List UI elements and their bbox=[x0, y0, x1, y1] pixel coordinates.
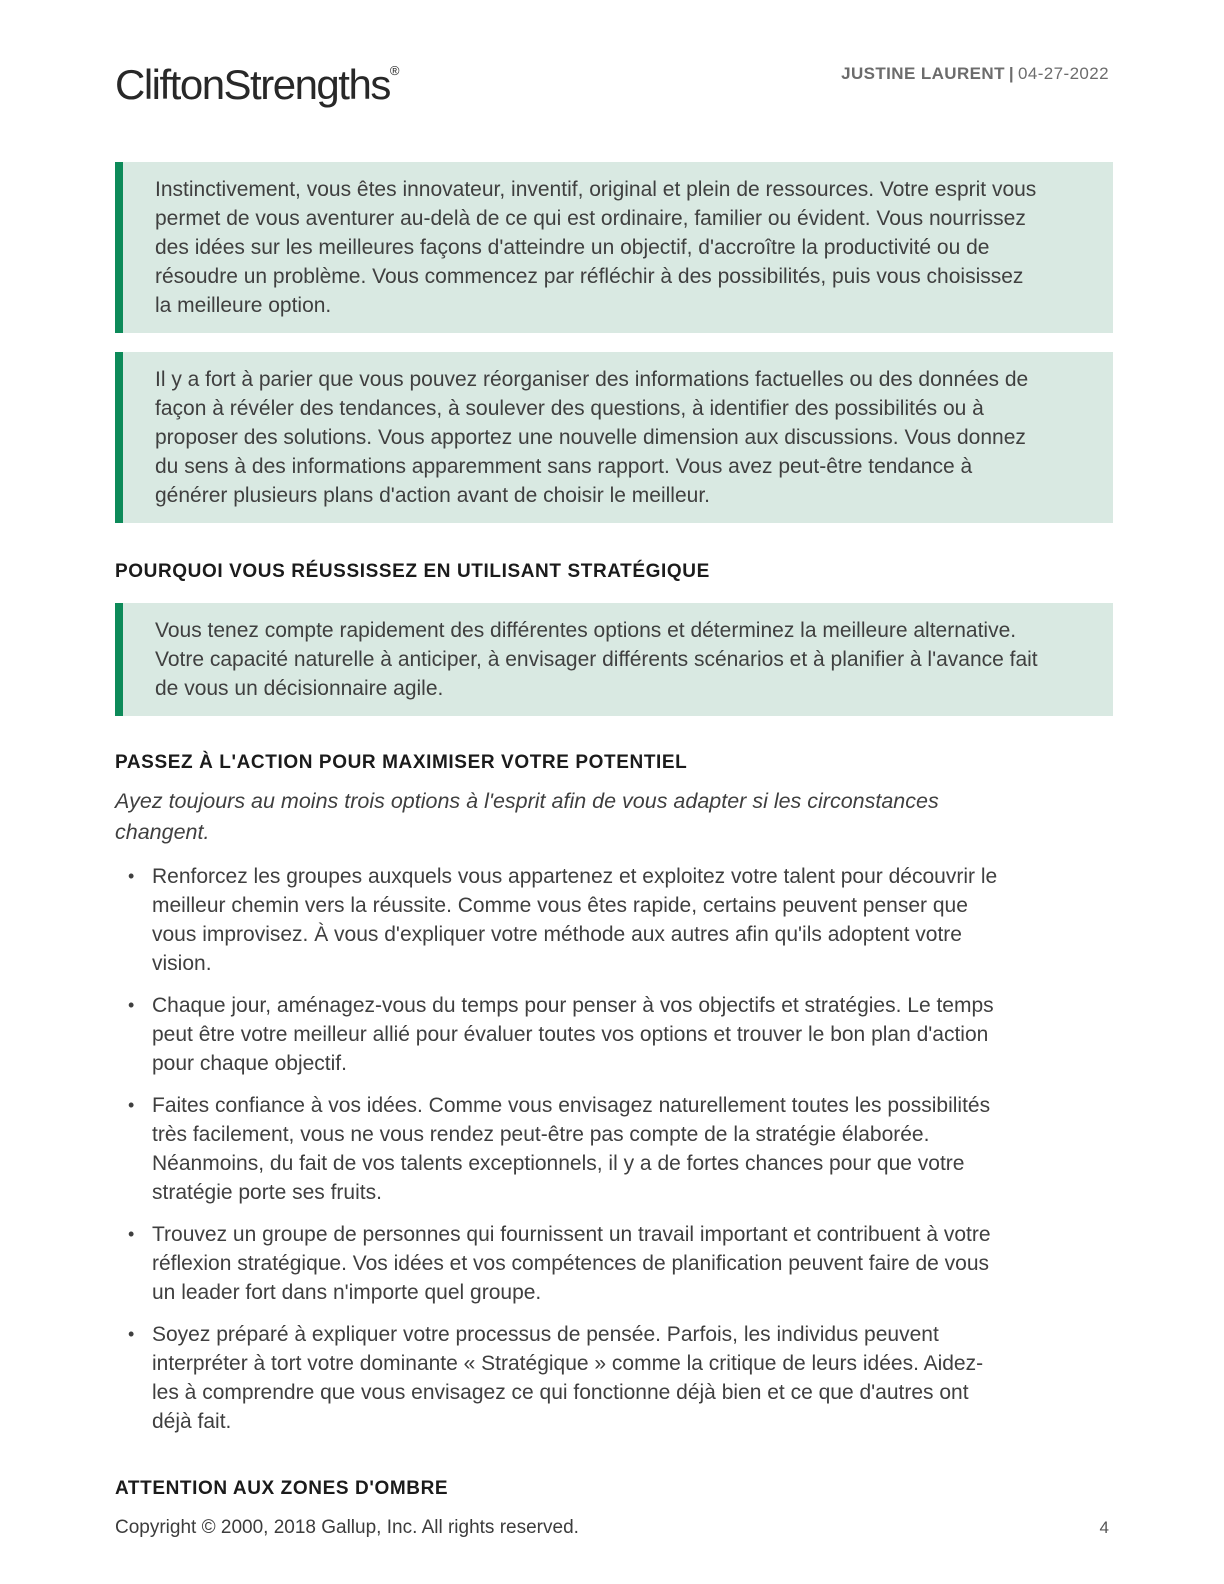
bullet-icon: • bbox=[128, 1095, 135, 1115]
bullet-icon: • bbox=[128, 1224, 135, 1244]
why-you-succeed-box bbox=[115, 603, 1113, 716]
page-footer bbox=[115, 1517, 1109, 1539]
list-item bbox=[128, 1320, 1109, 1436]
action-items-list bbox=[128, 862, 1109, 1436]
take-action-intro: Ayez toujours au moins trois options à l'esprit afin de vous adapter si les circonstances changent. bbox=[115, 789, 939, 844]
list-item bbox=[128, 1220, 1109, 1307]
action-item-text: Chaque jour, aménagez-vous du temps pour penser à vos objectifs et stratégies. Le temps peut être votre meilleur allié pour évaluer toutes vos options et trouver le bon plan d'action pour chaque objectif. bbox=[152, 994, 994, 1075]
section-heading-blind-spots: ATTENTION AUX ZONES D'OMBRE bbox=[115, 1478, 449, 1499]
strength-summary-box-1 bbox=[115, 162, 1113, 333]
logo-text: CliftonStrengths bbox=[115, 61, 390, 108]
user-name: JUSTINE LAURENT bbox=[841, 64, 1005, 83]
summary-text-1: Instinctivement, vous êtes innovateur, inventif, original et plein de ressources. Votre esprit vous permet de vous aventurer au-delà de ce qui est ordinaire, familier ou évident. Vous nourrissez des idées sur les meilleures façons d'atteindre un objectif, d'accroître la productivité ou de résoudre un problème. Vous commencez par réfléchir à des possibilités, puis vous choisissez la meilleure option. bbox=[155, 178, 1037, 317]
bullet-icon: • bbox=[128, 866, 135, 886]
summary-text-2: Il y a fort à parier que vous pouvez réorganiser des informations factuelles ou des données de façon à révéler des tendances, à soulever des questions, à identifier des possibilités ou à proposer des solutions. Vous apportez une nouvelle dimension aux discussions. Vous donnez du sens à des informations apparemment sans rapport. Vous avez peut-être tendance à générer plusieurs plans d'action avant de choisir le meilleur. bbox=[155, 368, 1029, 507]
action-item-text: Renforcez les groupes auxquels vous appartenez et exploitez votre talent pour découvrir le meilleur chemin vers la réussite. Comme vous êtes rapide, certains peuvent penser que vous improvisez. À vous d'expliquer votre méthode aux autres afin qu'ils adoptent votre vision. bbox=[152, 865, 998, 975]
list-item bbox=[128, 862, 1109, 978]
list-item bbox=[128, 991, 1109, 1078]
why-you-succeed-text: Vous tenez compte rapidement des différentes options et déterminez la meilleure alternative. Votre capacité naturelle à anticiper, à envisager différents scénarios et à planifier à l'avance fait de vous un décisionnaire agile. bbox=[155, 619, 1038, 700]
report-date: 04-27-2022 bbox=[1018, 64, 1109, 83]
section-heading-take-action: PASSEZ À L'ACTION POUR MAXIMISER VOTRE POTENTIEL bbox=[115, 752, 688, 773]
page-number: 4 bbox=[1099, 1518, 1109, 1537]
bullet-icon: • bbox=[128, 1324, 135, 1344]
meta-separator: | bbox=[1008, 64, 1015, 83]
section-heading-why-you-succeed: POURQUOI VOUS RÉUSSISSEZ EN UTILISANT STRATÉGIQUE bbox=[115, 561, 710, 582]
action-item-text: Soyez préparé à expliquer votre processus de pensée. Parfois, les individus peuvent interpréter à tort votre dominante « Stratégique » comme la critique de leurs idées. Aidez-les à comprendre que vous envisagez ce qui fonctionne déjà bien et ce que d'autres ont déjà fait. bbox=[152, 1323, 984, 1433]
action-item-text: Trouvez un groupe de personnes qui fournissent un travail important et contribuent à votre réflexion stratégique. Vos idées et vos compétences de planification peuvent faire de vous un leader fort dans n'importe quel groupe. bbox=[152, 1223, 991, 1304]
action-item-text: Faites confiance à vos idées. Comme vous envisagez naturellement toutes les possibilités très facilement, vous ne vous rendez peut-être pas compte de la stratégie élaborée. Néanmoins, du fait de vos talents exceptionnels, il y a de fortes chances pour que votre stratégie porte ses fruits. bbox=[152, 1094, 991, 1204]
registered-mark: ® bbox=[389, 63, 400, 78]
report-meta bbox=[841, 64, 1109, 84]
bullet-icon: • bbox=[128, 995, 135, 1015]
page-header bbox=[0, 0, 1224, 108]
cliftonstrengths-logo bbox=[115, 48, 399, 108]
list-item bbox=[128, 1091, 1109, 1207]
strength-summary-box-2 bbox=[115, 352, 1113, 523]
copyright-notice: Copyright © 2000, 2018 Gallup, Inc. All rights reserved. bbox=[115, 1517, 579, 1538]
